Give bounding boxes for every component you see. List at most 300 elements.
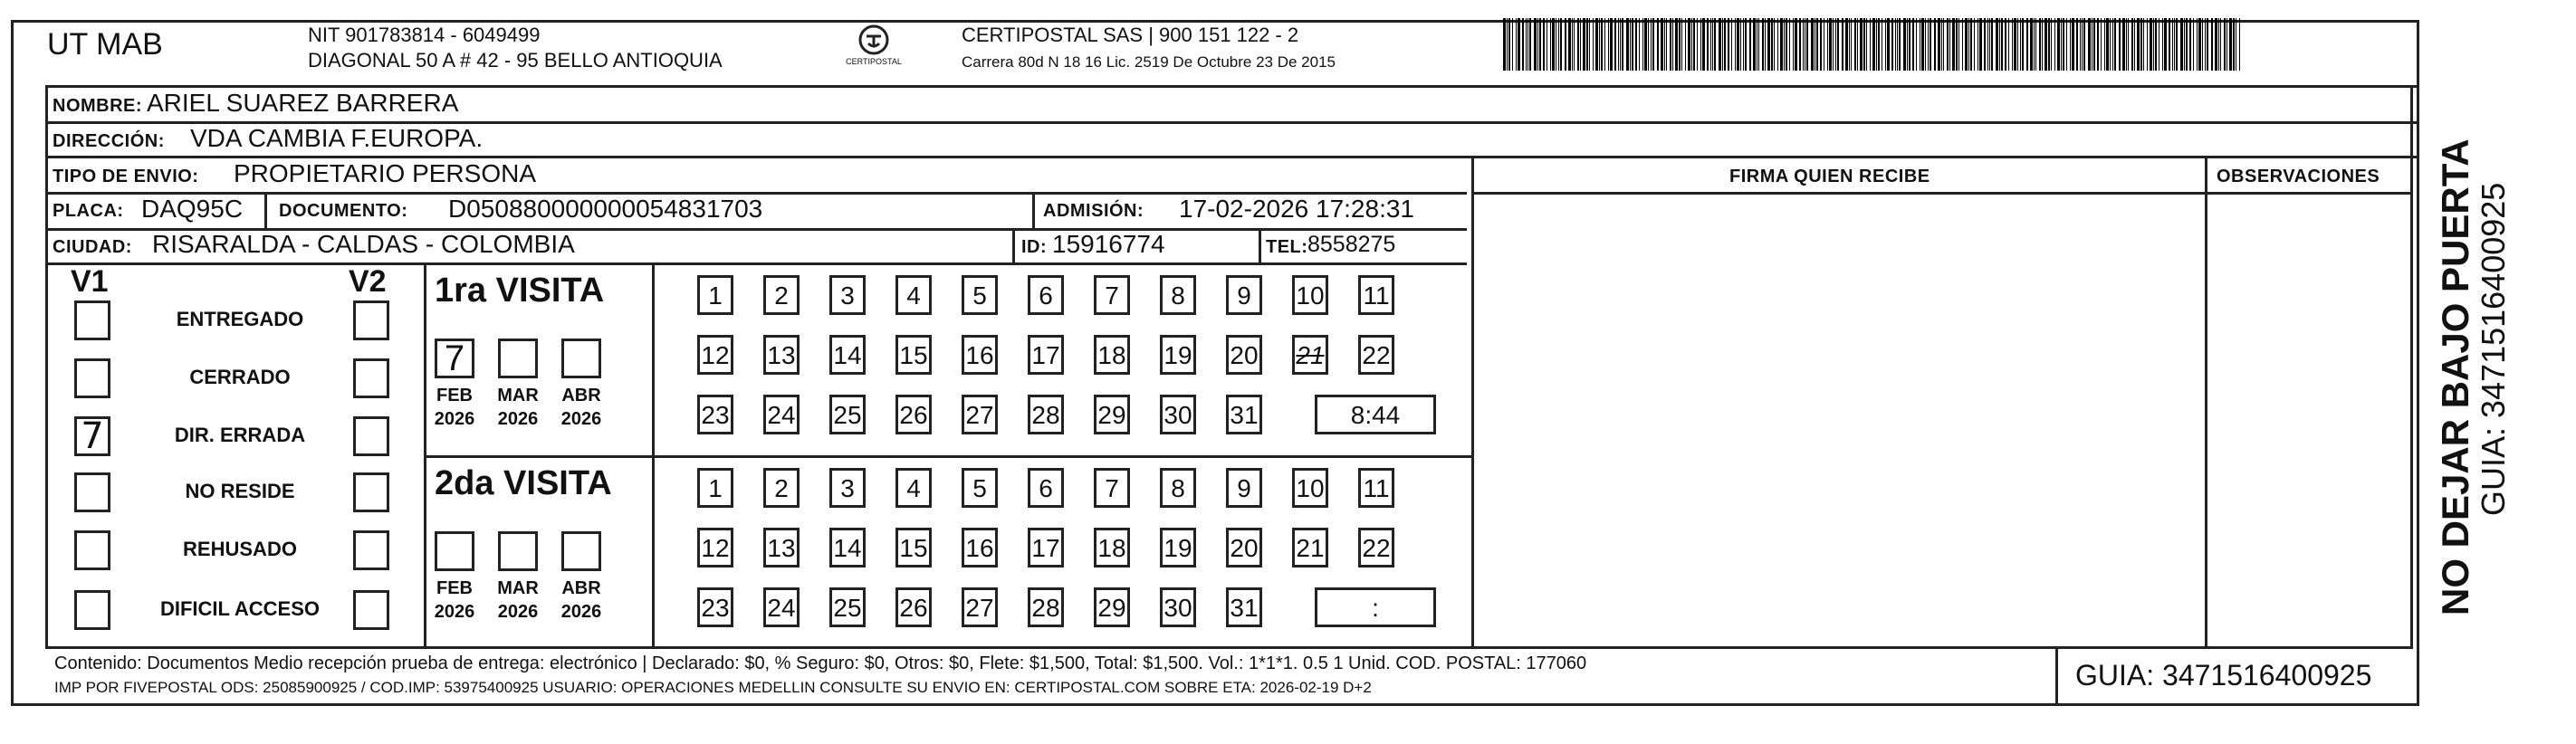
ciudad-label: CIUDAD: [53,237,132,257]
footer-print-info: IMP POR FIVEPOSTAL ODS: 25085900925 / COD.IMP: 53975400925 USUARIO: OPERACIONES MEDELLIN CONSULTE SU ENVIO EN: CERTIPOSTAL.COM SOBRE ETA: 2026-02-19 D+2 [54,679,1372,696]
barcode-bar [2026,18,2028,71]
barcode-bar [2122,18,2125,71]
documento-value: D050880000000054831703 [448,195,763,223]
day-box[interactable]: 10 [1292,468,1328,508]
month-label [554,577,608,624]
day-box[interactable]: 13 [763,335,800,375]
barcode-bar [1526,18,1527,71]
barcode-bar [1849,18,1850,71]
barcode-bar [2001,18,2003,71]
barcode-bar [2184,18,2185,71]
barcode-bar [2093,18,2095,71]
barcode-bar [1774,18,1775,71]
barcode-bar [2150,18,2152,71]
month-name: FEB [436,386,473,405]
barcode-bar [1956,18,1958,71]
barcode-bar [2082,18,2083,71]
barcode-bar [1685,18,1686,71]
barcode-bar [1999,18,2000,71]
barcode-bar [1614,18,1616,71]
status-option-label: REHUSADO [183,538,297,560]
day-box[interactable]: 18 [1094,528,1130,568]
barcode-bar [1863,18,1865,71]
day-box[interactable]: 25 [829,395,866,434]
day-box[interactable]: 20 [1226,528,1262,568]
barcode-bar [2080,18,2081,71]
barcode-bar [2042,18,2043,71]
barcode-bar [2063,18,2064,71]
barcode-bar [1762,18,1764,71]
barcode-bar [1743,18,1744,71]
barcode-bar [2048,18,2050,71]
nombre-label: NOMBRE: [53,96,143,116]
barcode-bar [1574,18,1575,71]
barcode-bar [1728,18,1729,71]
day-box[interactable]: 19 [1160,335,1196,375]
barcode-bar [1558,18,1559,71]
barcode-bar [1857,18,1858,71]
day-box[interactable]: 4 [895,275,932,315]
barcode-bar [2114,18,2116,71]
barcode-bar [2226,18,2227,71]
tel-label: TEL: [1266,237,1308,257]
barcode-bar [1811,18,1814,71]
admision-value: 17-02-2026 17:28:31 [1179,195,1414,223]
side-warning: NO DEJAR BAJO PUERTA [2434,138,2476,615]
barcode-bar [1930,18,1931,71]
barcode-bar [1870,18,1871,71]
month-checkbox[interactable] [498,339,538,378]
day-box[interactable]: 20 [1226,335,1262,375]
day-box[interactable]: 12 [697,528,733,568]
day-box[interactable]: 8 [1160,468,1196,508]
day-box[interactable]: 21 [1292,335,1328,375]
day-box[interactable]: 29 [1094,395,1130,434]
placa-value: DAQ95C [141,195,244,223]
barcode-bar [1947,18,1949,71]
day-box[interactable]: 2 [763,468,800,508]
barcode-bar [1697,18,1698,71]
day-box[interactable]: 10 [1292,275,1328,315]
barcode-bar [1767,18,1770,71]
day-box[interactable]: 6 [1028,275,1064,315]
barcode-bar [1622,18,1623,71]
barcode-bar [1866,18,1867,71]
barcode-bar [2097,18,2099,71]
barcode-bar [1664,18,1665,71]
barcode-bar [1753,18,1756,71]
barcode-bar [2169,18,2170,71]
barcode-bar [2051,18,2052,71]
day-box[interactable]: 28 [1028,395,1064,434]
company-address: DIAGONAL 50 A # 42 - 95 BELLO ANTIOQUIA [308,49,723,72]
day-box[interactable]: 16 [962,528,998,568]
nombre-value: ARIEL SUAREZ BARRERA [147,89,459,117]
barcode-bar [1679,18,1681,71]
barcode-bar [2147,18,2148,71]
barcode-bar [1507,18,1508,71]
barcode-bar [1921,18,1924,71]
barcode-bar [1626,18,1629,71]
day-box[interactable]: 9 [1226,275,1262,315]
barcode-bar [2162,18,2163,71]
barcode-bar [1974,18,1975,71]
day-box[interactable]: 23 [697,587,733,627]
v1-checkbox[interactable] [74,358,110,398]
barcode-bar [1934,18,1936,71]
barcode-bar [1691,18,1692,71]
certipostal-logo [842,24,905,66]
barcode-bar [1941,18,1942,71]
v1-checkbox[interactable] [74,300,110,340]
barcode-bar [1987,18,1988,71]
barcode-bar [2134,18,2135,71]
v1-checkbox[interactable] [74,416,110,456]
barcode-bar [1903,18,1906,71]
day-box[interactable]: 3 [829,468,866,508]
barcode-bar [2172,18,2173,71]
day-box[interactable]: 9 [1226,468,1262,508]
day-box[interactable]: 16 [962,335,998,375]
barcode-bar [2020,18,2021,71]
barcode-bar [1593,18,1594,71]
day-box[interactable]: 29 [1094,587,1130,627]
month-year: 2026 [560,409,602,429]
barcode-bar [1970,18,1972,71]
barcode-bar [2211,18,2213,71]
day-box[interactable]: 5 [962,275,998,315]
direccion-value: VDA CAMBIA F.EUROPA. [190,124,484,152]
day-box[interactable]: 18 [1094,335,1130,375]
day-box[interactable]: 11 [1358,275,1394,315]
barcode-bar [2186,18,2188,71]
barcode-bar [1565,18,1566,71]
day-box[interactable]: 4 [895,468,932,508]
direccion-label: DIRECCIÓN: [53,131,165,151]
barcode-bar [2012,18,2013,71]
v1-checkbox[interactable] [74,472,110,512]
barcode-bar [2164,18,2167,71]
barcode-bar [2066,18,2067,71]
barcode-bar [1568,18,1571,71]
barcode-bar [2061,18,2062,71]
day-box[interactable]: 27 [962,395,998,434]
barcode-bar [1608,18,1609,71]
barcode-bar [1958,18,1959,71]
barcode-bar [1577,18,1579,71]
barcode-bar [1891,18,1893,71]
barcode-bar [1550,18,1551,71]
day-box[interactable]: 14 [829,528,866,568]
barcode-bar [1795,18,1797,71]
barcode-bar [2112,18,2113,71]
barcode-bar [2229,18,2232,71]
barcode-bar [1745,18,1747,71]
barcode-bar [1806,18,1808,71]
barcode-bar [1618,18,1619,71]
month-name: FEB [436,578,473,598]
barcode-bar [1860,18,1863,71]
barcode-bar [1724,18,1726,71]
barcode-bar [1737,18,1739,71]
barcode-bar [1657,18,1659,71]
day-box[interactable]: 31 [1226,587,1262,627]
v1-checkbox[interactable] [74,530,110,570]
day-box[interactable]: 5 [962,468,998,508]
barcode-bar [1829,18,1832,71]
barcode-bar [1648,18,1649,71]
day-box[interactable]: 24 [763,395,800,434]
month-checkbox[interactable] [561,531,601,571]
barcode-bar [2005,18,2006,71]
footer-content: Contenido: Documentos Medio recepción prueba de entrega: electrónico | Declarado: $0, % Seguro: $0, Otros: $0, Flete: $1,500, Total: $1,500. Vol.: 1*1*1. 0.5 1 Unid. COD. POSTAL: 177060 [54,653,1587,673]
tel-value: 8558275 [1307,232,1396,257]
side-text [2436,138,2512,615]
barcode-bar [1707,18,1709,71]
barcode-bar [1610,18,1613,71]
barcode-bar [1916,18,1917,71]
barcode-bar [2030,18,2033,71]
barcode [1503,18,2246,71]
day-box[interactable]: 26 [895,587,932,627]
barcode-bar [1928,18,1929,71]
month-label [554,384,608,431]
day-box[interactable]: 27 [962,587,998,627]
barcode-bar [1508,18,1510,71]
barcode-bar [1803,18,1804,71]
barcode-bar [2224,18,2226,71]
barcode-bar [1635,18,1637,71]
barcode-bar [2035,18,2036,71]
v2-heading: V2 [349,264,387,299]
v2-checkbox[interactable] [353,590,389,630]
barcode-bar [2057,18,2060,71]
day-box[interactable]: 8 [1160,275,1196,315]
barcode-bar [1749,18,1751,71]
barcode-bar [1835,18,1836,71]
barcode-bar [1897,18,1898,71]
barcode-bar [1996,18,1998,71]
day-box[interactable]: 17 [1028,335,1064,375]
side-guia: GUIA: 3471516400925 [2475,182,2512,516]
month-year: 2026 [560,602,602,622]
barcode-bar [1895,18,1896,71]
admision-label: ADMISIÓN: [1043,201,1144,221]
barcode-bar [1560,18,1562,71]
barcode-bar [2143,18,2144,71]
month-checkbox[interactable] [435,531,474,571]
status-option-label: CERRADO [189,366,291,388]
barcode-bar [1949,18,1950,71]
barcode-bar [1639,18,1640,71]
barcode-bar [2153,18,2154,71]
barcode-bar [1943,18,1944,71]
provider-name: CERTIPOSTAL SAS | 900 151 122 - 2 [962,24,1299,46]
company-nit: NIT 901783814 - 6049499 [308,24,541,46]
day-box[interactable]: 13 [763,528,800,568]
tipo-envio-value: PROPIETARIO PERSONA [234,159,536,187]
barcode-bar [2088,18,2091,71]
barcode-bar [1925,18,1926,71]
barcode-bar [2155,18,2157,71]
barcode-bar [2197,18,2198,71]
barcode-bar [1537,18,1538,71]
month-checkbox[interactable] [561,339,601,378]
barcode-bar [2039,18,2041,71]
barcode-bar [2045,18,2047,71]
day-box[interactable]: 30 [1160,395,1196,434]
day-box[interactable]: 6 [1028,468,1064,508]
month-checkbox[interactable] [498,531,538,571]
day-box[interactable]: 2 [763,275,800,315]
barcode-bar [1714,18,1716,71]
day-box[interactable]: 21 [1292,528,1328,568]
barcode-bar [1938,18,1940,71]
status-option-label: DIFICIL ACCESO [159,597,320,620]
barcode-bar [1534,18,1537,71]
day-box[interactable]: 30 [1160,587,1196,627]
v2-checkbox[interactable] [353,530,389,570]
barcode-bar [2072,18,2074,71]
day-box[interactable]: 15 [895,335,932,375]
barcode-bar [1872,18,1875,71]
status-option-label: DIR. ERRADA [174,424,306,446]
id-value: 15916774 [1052,230,1165,258]
barcode-bar [1907,18,1908,71]
month-name: MAR [497,578,539,598]
v2-checkbox[interactable] [353,472,389,512]
barcode-bar [1722,18,1723,71]
month-checkbox[interactable] [435,339,474,378]
day-box[interactable]: 17 [1028,528,1064,568]
barcode-bar [1595,18,1598,71]
barcode-bar [1845,18,1848,71]
month-name: ABR [561,578,601,598]
day-box[interactable]: 22 [1358,528,1394,568]
barcode-bar [2233,18,2235,71]
barcode-bar [1977,18,1978,71]
barcode-bar [1693,18,1695,71]
status-option-label: NO RESIDE [185,480,295,502]
day-box[interactable]: 15 [895,528,932,568]
month-year: 2026 [434,409,475,429]
month-label [427,384,482,431]
barcode-bar [2189,18,2191,71]
barcode-bar [2218,18,2219,71]
day-box[interactable]: 12 [697,335,733,375]
barcode-bar [1583,18,1585,71]
day-box[interactable]: 11 [1358,468,1394,508]
barcode-bar [1899,18,1901,71]
barcode-bar [1885,18,1886,71]
barcode-bar [1878,18,1880,71]
visit-title: 1ra VISITA [435,272,605,310]
barcode-bar [1601,18,1603,71]
month-year: 2026 [497,409,539,429]
barcode-bar [1837,18,1839,71]
month-year: 2026 [434,602,475,622]
day-box[interactable]: 3 [829,275,866,315]
barcode-bar [2176,18,2178,71]
visit-title: 2da VISITA [435,464,612,502]
visit-time-box[interactable]: : [1315,587,1436,627]
barcode-bar [1580,18,1581,71]
barcode-bar [1719,18,1721,71]
day-box[interactable]: 7 [1094,468,1130,508]
barcode-bar [1589,18,1590,71]
day-box[interactable]: 28 [1028,587,1064,627]
barcode-bar [2220,18,2221,71]
barcode-bar [1503,18,1506,71]
footer-guia: GUIA: 3471516400925 [2075,659,2372,692]
month-label [491,577,545,624]
barcode-bar [1642,18,1643,71]
month-name: ABR [561,386,601,405]
documento-label: DOCUMENTO: [279,201,408,221]
day-box[interactable]: 26 [895,395,932,434]
day-box[interactable]: 31 [1226,395,1262,434]
barcode-bar [1666,18,1667,71]
barcode-bar [1702,18,1705,71]
barcode-bar [1784,18,1785,71]
barcode-bar [1777,18,1778,71]
month-year: 2026 [497,602,539,622]
barcode-bar [2205,18,2206,71]
barcode-bar [1572,18,1573,71]
barcode-bar [1962,18,1963,71]
day-box[interactable]: 23 [697,395,733,434]
day-box[interactable]: 19 [1160,528,1196,568]
v2-checkbox[interactable] [353,300,389,340]
barcode-bar [1604,18,1605,71]
barcode-bar [2076,18,2078,71]
barcode-bar [1651,18,1652,71]
barcode-bar [2014,18,2016,71]
barcode-bar [1740,18,1741,71]
month-label [427,577,482,624]
v2-checkbox[interactable] [353,416,389,456]
day-box[interactable]: 1 [697,275,733,315]
barcode-bar [2202,18,2203,71]
day-box[interactable]: 7 [1094,275,1130,315]
barcode-bar [1979,18,1982,71]
barcode-bar [1688,18,1690,71]
handwritten-mark: 7 [81,415,104,457]
barcode-bar [1712,18,1713,71]
day-box[interactable]: 25 [829,587,866,627]
status-option-label: ENTREGADO [176,308,304,330]
barcode-bar [1552,18,1555,71]
day-box[interactable]: 24 [763,587,800,627]
day-box[interactable]: 1 [697,468,733,508]
barcode-bar [1681,18,1682,71]
barcode-bar [1876,18,1877,71]
barcode-bar [1816,18,1818,71]
barcode-bar [2054,18,2055,71]
barcode-bar [1952,18,1955,71]
visit-time-box[interactable]: 8:44 [1315,395,1436,434]
day-box[interactable]: 14 [829,335,866,375]
barcode-bar [1700,18,1701,71]
barcode-bar [2131,18,2133,71]
barcode-bar [1854,18,1856,71]
v2-checkbox[interactable] [353,358,389,398]
barcode-bar [1710,18,1711,71]
barcode-bar [2174,18,2175,71]
v1-checkbox[interactable] [74,590,110,630]
day-box[interactable]: 22 [1358,335,1394,375]
barcode-bar [1586,18,1588,71]
